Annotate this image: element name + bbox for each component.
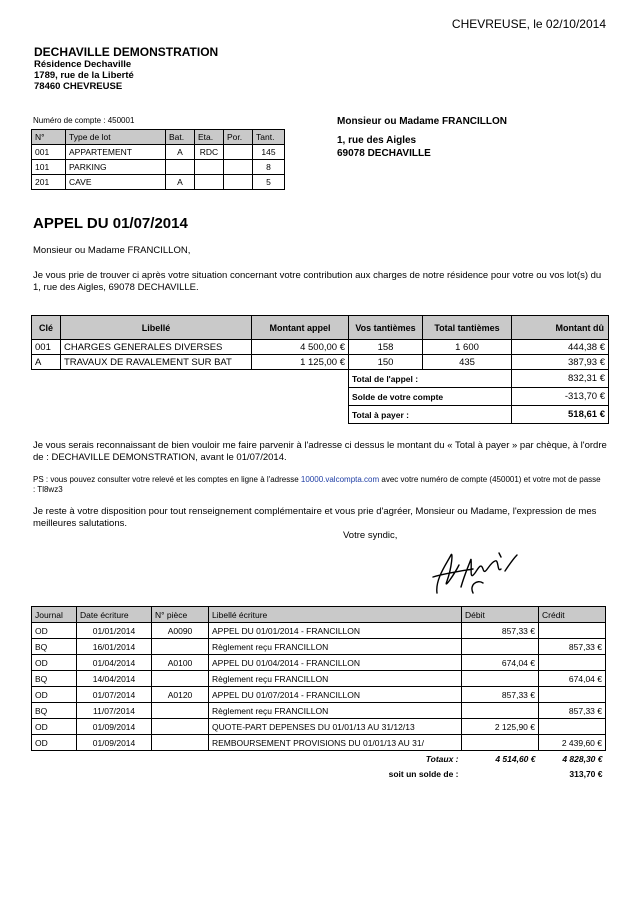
charges-header-amount: Montant appel	[252, 316, 349, 340]
total-appel-row	[32, 370, 609, 388]
journal-header-piece: N° pièce	[152, 607, 209, 623]
lots-header-bat: Bat.	[166, 130, 195, 145]
ps-note	[33, 475, 603, 495]
total-appel-value: 832,31 €	[512, 370, 609, 388]
journal-date: 01/07/2014	[77, 687, 152, 703]
lot-eta	[195, 160, 224, 175]
journal-piece	[152, 671, 209, 687]
journal-credit	[539, 623, 606, 639]
recipient-block	[337, 115, 507, 160]
table-row	[32, 160, 285, 175]
signoff: Votre syndic,	[343, 530, 398, 541]
journal-totals-credit: 4 828,30 €	[562, 753, 603, 764]
charge-key: A	[32, 355, 61, 370]
payment-request: Je vous serais reconnaissant de bien vouloir me faire parvenir à l'adresse ci dessus le montant du « Total à payer » par chèque, à l'ordre de : DECHAVILLE DEMONSTRATION, avant le 01/07/2014.	[33, 440, 607, 463]
journal-credit: 857,33 €	[539, 639, 606, 655]
ps-text-before: PS : vous pouvez consulter votre relevé et les comptes en ligne à l'adresse	[33, 475, 301, 484]
journal-label: APPEL DU 01/04/2014 - FRANCILLON	[209, 655, 462, 671]
journal-debit: 857,33 €	[462, 687, 539, 703]
lot-type: APPARTEMENT	[66, 145, 166, 160]
journal-header-journal: Journal	[32, 607, 77, 623]
charge-total-shares: 1 600	[423, 340, 512, 355]
total-payer-label: Total à payer :	[349, 406, 512, 424]
journal-label: APPEL DU 01/01/2014 - FRANCILLON	[209, 623, 462, 639]
charge-due: 387,93 €	[512, 355, 609, 370]
table-row	[32, 623, 606, 639]
charge-due: 444,38 €	[512, 340, 609, 355]
journal-piece: A0120	[152, 687, 209, 703]
solde-label: Solde de votre compte	[349, 388, 512, 406]
lots-header-tant: Tant.	[253, 130, 285, 145]
journal-date: 01/09/2014	[77, 719, 152, 735]
journal-credit	[539, 655, 606, 671]
place-date: CHEVREUSE, le 02/10/2014	[451, 17, 606, 31]
table-row	[32, 735, 606, 751]
journal-debit	[462, 639, 539, 655]
journal-totals-debit: 4 514,60 €	[495, 753, 536, 764]
journal-solde-value: 313,70 €	[569, 768, 603, 779]
lot-por	[224, 145, 253, 160]
lot-por	[224, 175, 253, 190]
journal-credit: 857,33 €	[539, 703, 606, 719]
charges-header-due: Montant dû	[512, 316, 609, 340]
journal-code: OD	[32, 735, 77, 751]
solde-row	[32, 388, 609, 406]
journal-solde-row	[32, 766, 606, 781]
recipient-address1: 1, rue des Aigles	[337, 135, 417, 146]
journal-date: 01/04/2014	[77, 655, 152, 671]
journal-code: BQ	[32, 639, 77, 655]
journal-debit: 2 125,90 €	[462, 719, 539, 735]
journal-label: Règlement reçu FRANCILLON	[209, 671, 462, 687]
lot-eta	[195, 175, 224, 190]
lot-number: 101	[32, 160, 66, 175]
journal-date: 16/01/2014	[77, 639, 152, 655]
lots-header-number: N°	[32, 130, 66, 145]
lots-header-type: Type de lot	[66, 130, 166, 145]
journal-debit: 674,04 €	[462, 655, 539, 671]
page-title: APPEL DU 01/07/2014	[33, 215, 188, 232]
lot-number: 001	[32, 145, 66, 160]
journal-label: APPEL DU 01/07/2014 - FRANCILLON	[209, 687, 462, 703]
journal-header-debit: Débit	[462, 607, 539, 623]
charges-header-key: Clé	[32, 316, 61, 340]
journal-label: REMBOURSEMENT PROVISIONS DU 01/01/13 AU 31/	[209, 735, 462, 751]
recipient-name: Monsieur ou Madame FRANCILLON	[337, 116, 508, 127]
journal-header-row	[32, 607, 606, 623]
charges-header-total-shares: Total tantièmes	[423, 316, 512, 340]
journal-table	[31, 606, 606, 781]
journal-date: 14/04/2014	[77, 671, 152, 687]
journal-date: 11/07/2014	[77, 703, 152, 719]
journal-piece	[152, 735, 209, 751]
table-row	[32, 671, 606, 687]
table-row	[32, 639, 606, 655]
journal-solde-label: soit un solde de :	[388, 768, 459, 779]
journal-totals-label: Totaux :	[425, 753, 459, 764]
charges-table	[31, 315, 609, 424]
solde-value: -313,70 €	[512, 388, 609, 406]
charge-amount: 1 125,00 €	[252, 355, 349, 370]
charge-label: CHARGES GENERALES DIVERSES	[61, 340, 252, 355]
lot-type: CAVE	[66, 175, 166, 190]
charge-label: TRAVAUX DE RAVALEMENT SUR BAT	[61, 355, 252, 370]
journal-label: Règlement reçu FRANCILLON	[209, 639, 462, 655]
table-row	[32, 687, 606, 703]
journal-debit	[462, 671, 539, 687]
table-row	[32, 703, 606, 719]
charges-header-row	[32, 316, 609, 340]
lot-number: 201	[32, 175, 66, 190]
journal-code: OD	[32, 623, 77, 639]
journal-piece	[152, 703, 209, 719]
table-row	[32, 719, 606, 735]
lot-tant: 145	[253, 145, 285, 160]
recipient-address2: 69078 DECHAVILLE	[337, 148, 431, 159]
journal-header-label: Libellé écriture	[209, 607, 462, 623]
journal-label: Règlement reçu FRANCILLON	[209, 703, 462, 719]
lot-bat: A	[166, 145, 195, 160]
journal-piece	[152, 719, 209, 735]
journal-date: 01/01/2014	[77, 623, 152, 639]
journal-piece	[152, 639, 209, 655]
greeting: Monsieur ou Madame FRANCILLON,	[33, 245, 191, 256]
journal-totals-row	[32, 751, 606, 767]
journal-date: 01/09/2014	[77, 735, 152, 751]
charge-amount: 4 500,00 €	[252, 340, 349, 355]
signature-image	[425, 543, 525, 601]
lot-bat	[166, 160, 195, 175]
table-row	[32, 145, 285, 160]
table-row	[32, 175, 285, 190]
charge-total-shares: 435	[423, 355, 512, 370]
table-row	[32, 655, 606, 671]
charge-key: 001	[32, 340, 61, 355]
sender-city: 78460 CHEVREUSE	[34, 81, 123, 92]
journal-code: BQ	[32, 671, 77, 687]
lot-eta: RDC	[195, 145, 224, 160]
table-row	[32, 340, 609, 355]
charge-your-shares: 158	[349, 340, 423, 355]
journal-debit	[462, 735, 539, 751]
journal-debit: 857,33 €	[462, 623, 539, 639]
sender-block	[34, 45, 218, 92]
charge-your-shares: 150	[349, 355, 423, 370]
table-row	[32, 355, 609, 370]
journal-label: QUOTE-PART DEPENSES DU 01/01/13 AU 31/12/13	[209, 719, 462, 735]
total-appel-label: Total de l'appel :	[349, 370, 512, 388]
account-number: Numéro de compte : 450001	[33, 116, 135, 125]
journal-credit: 674,04 €	[539, 671, 606, 687]
lot-tant: 5	[253, 175, 285, 190]
lot-por	[224, 160, 253, 175]
total-payer-value: 518,61 €	[512, 406, 609, 424]
total-payer-row	[32, 406, 609, 424]
journal-piece: A0090	[152, 623, 209, 639]
ps-link[interactable]: 10000.valcompta.com	[300, 475, 380, 484]
journal-code: OD	[32, 719, 77, 735]
ps-text-after: avec votre numéro de compte (450001) et votre mot de passe : Tl8wz3	[33, 475, 601, 494]
closing-paragraph: Je reste à votre disposition pour tout renseignement complémentaire et vous prie d'agréer, Monsieur ou Madame, l'expression de mes meilleures salutations.	[33, 506, 597, 529]
sender-street: 1789, rue de la Liberté	[34, 70, 134, 81]
charges-header-label: Libellé	[61, 316, 252, 340]
lots-header-row	[32, 130, 285, 145]
journal-code: BQ	[32, 703, 77, 719]
lots-table	[31, 129, 285, 190]
sender-name: DECHAVILLE DEMONSTRATION	[34, 45, 219, 59]
charges-header-your-shares: Vos tantièmes	[349, 316, 423, 340]
journal-debit	[462, 703, 539, 719]
journal-code: OD	[32, 687, 77, 703]
intro-paragraph: Je vous prie de trouver ci après votre situation concernant votre contribution aux charges de notre résidence pour votre ou vos lot(s) du 1, rue des Aigles, 69078 DECHAVILLE.	[33, 270, 602, 293]
lot-type: PARKING	[66, 160, 166, 175]
journal-credit: 2 439,60 €	[539, 735, 606, 751]
journal-credit	[539, 687, 606, 703]
sender-residence: Résidence Dechaville	[34, 59, 132, 70]
lot-tant: 8	[253, 160, 285, 175]
journal-code: OD	[32, 655, 77, 671]
journal-piece: A0100	[152, 655, 209, 671]
lots-header-por: Por.	[224, 130, 253, 145]
journal-credit	[539, 719, 606, 735]
lots-header-eta: Eta.	[195, 130, 224, 145]
lot-bat: A	[166, 175, 195, 190]
journal-header-date: Date écriture	[77, 607, 152, 623]
journal-header-credit: Crédit	[539, 607, 606, 623]
